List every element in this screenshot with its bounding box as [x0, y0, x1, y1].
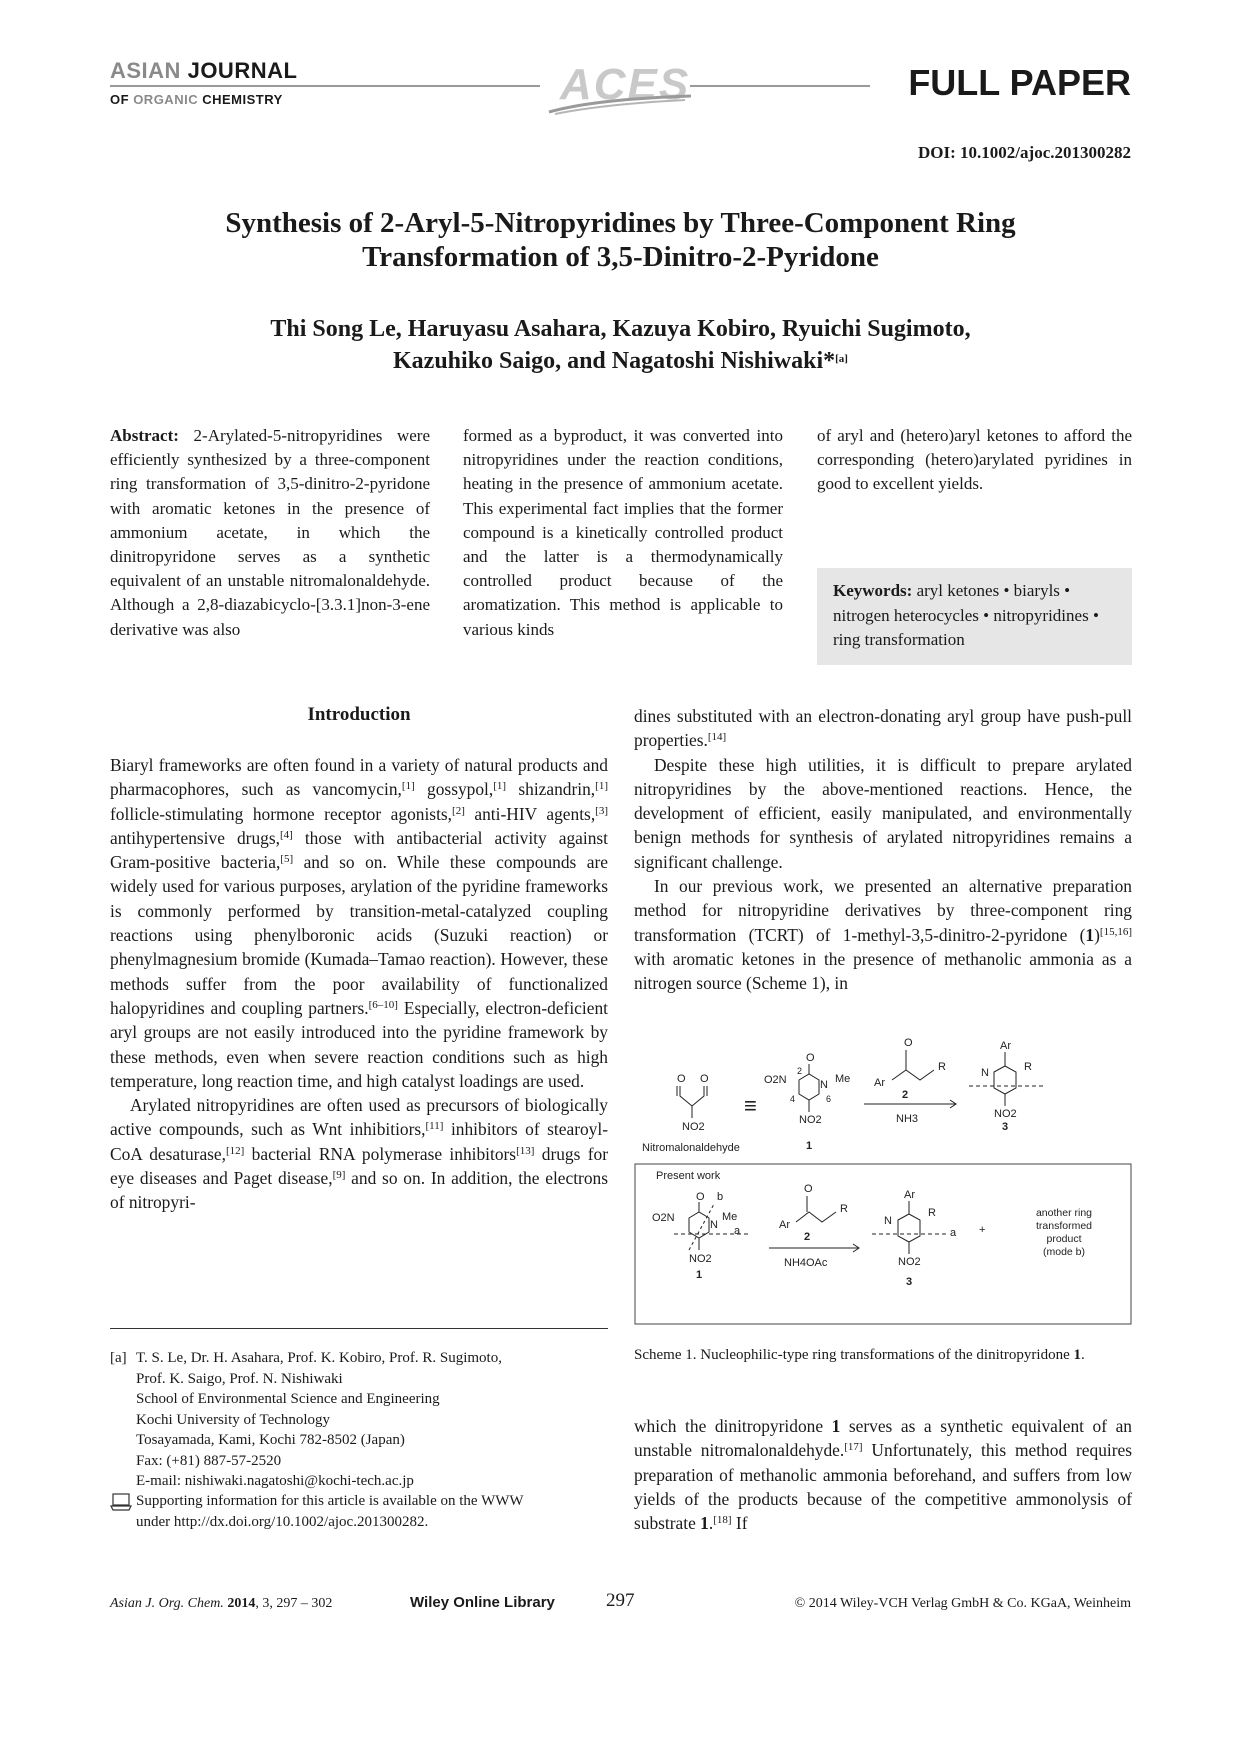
keyword-separator: •	[1092, 605, 1099, 625]
keyword: nitrogen heterocycles	[833, 605, 979, 625]
title-line: Transformation of 3,5-Dinitro-2-Pyridone	[362, 241, 879, 273]
group-label: NO2	[898, 1256, 921, 1268]
abstract-column-3: of aryl and (hetero)aryl ketones to afford the corresponding (hetero)arylated pyridines in good to excellent yields.	[817, 426, 1132, 494]
abstract-column-2: formed as a byproduct, it was converted into nitropyridines under the reaction conditions, heating in the presence of ammonium acetate. This experimental fact implies that the former compound is a kinetically controlled product and the latter is a thermodynamically controlled product because of the aromatization. This method is applicable to various kinds	[463, 426, 783, 639]
compound-number: 2	[804, 1231, 811, 1243]
footnote-rule	[110, 1328, 608, 1329]
keywords-box	[817, 568, 1132, 665]
title-line: Synthesis of 2-Aryl-5-Nitropyridines by Three-Component Ring	[225, 207, 1016, 239]
section-heading-introduction: Introduction	[307, 704, 411, 725]
keyword-separator: •	[1003, 581, 1010, 600]
right-column-body	[634, 704, 1132, 996]
author-list	[130, 313, 1111, 377]
scheme-figure	[634, 1028, 1132, 1328]
equivalence-symbol: ≡	[744, 1093, 757, 1118]
svg-text:another ring: another ring	[1035, 1207, 1093, 1219]
citation: [18]	[713, 1514, 732, 1527]
atom-label: N	[884, 1215, 892, 1227]
paragraph: dines substituted with an electron-donating aryl group have push-pull properties.[14]	[634, 706, 1132, 751]
scheme-caption: Scheme 1. Nucleophilic-type ring transformations of the dinitropyridone 1.	[634, 1347, 1085, 1363]
group-label: O2N	[652, 1212, 675, 1224]
atom-label: N	[710, 1219, 718, 1231]
citation: [4]	[279, 828, 293, 841]
compound-number: 1	[806, 1140, 813, 1152]
group-label: NO2	[994, 1108, 1017, 1120]
paragraph: which the dinitropyridone 1 serves as a synthetic equivalent of an unstable nitromalonaldehyde.[17] Unfortunately, this method requires preparation of methanolic ammonia beforehand, and suffers from low yields of the products because of the competitive ammonolysis of substrate 1.[18] If	[634, 1416, 1132, 1534]
footnote-line: School of Environmental Science and Engineering	[136, 1391, 440, 1407]
page-number: 297	[606, 1590, 635, 1611]
authors-line: Kazuhiko Saigo, and Nagatoshi Nishiwaki*[a]	[393, 348, 848, 374]
plus-sign: +	[979, 1224, 986, 1236]
position-label: 6	[826, 1094, 832, 1104]
group-label: NO2	[689, 1253, 712, 1265]
citation: [12]	[226, 1144, 245, 1157]
paragraph: In our previous work, we presented an alternative preparation method for nitropyridine derivatives by three-component ring transformation (TCRT) of 1-methyl-3,5-dinitro-2-pyridone (1)[15,16] with aromatic ketones in the presence of methanolic ammonia as a nitrogen source (Scheme 1), in	[634, 876, 1132, 994]
paragraph: Arylated nitropyridines are often used as precursors of biologically active compounds, such as Wnt inhibitiors,[11] inhibitors of stearoyl-CoA desaturase,[12] bacterial RNA polymerase inhibitors[13] drugs for eye diseases and Paget disease,[9] and so on. In addition, the electrons of nitropyri-	[110, 1095, 609, 1213]
mode-label: a	[734, 1225, 741, 1237]
group-label: Me	[835, 1073, 851, 1085]
atom-label: O	[804, 1183, 813, 1195]
group-label: Ar	[1000, 1040, 1011, 1052]
compound-number: 3	[1002, 1121, 1009, 1133]
right-column-body-continued	[634, 1414, 1132, 1535]
footnote-line: T. S. Le, Dr. H. Asahara, Prof. K. Kobiro, Prof. R. Sugimoto,	[136, 1350, 502, 1366]
group-label: R	[928, 1207, 936, 1219]
nitropyridine-product-bottom	[872, 1189, 957, 1288]
group-label: Ar	[874, 1077, 885, 1089]
doi: DOI: 10.1002/ajoc.201300282	[918, 143, 1131, 162]
aces-logo: ACES	[560, 60, 691, 109]
group-label: NO2	[682, 1121, 705, 1133]
citation: [5]	[280, 853, 294, 866]
footnote-marker: [a]	[110, 1350, 127, 1366]
reagent-label: NH4OAc	[784, 1257, 828, 1269]
atom-label: N	[820, 1079, 828, 1091]
footnote-email: E-mail: nishiwaki.nagatoshi@kochi-tech.ac.jp	[136, 1473, 414, 1489]
group-label: R	[938, 1061, 946, 1073]
footer-citation: Asian J. Org. Chem. 2014, 3, 297 – 302	[110, 1596, 333, 1611]
paper-type: FULL PAPER	[908, 62, 1131, 103]
compound-number: 3	[906, 1276, 913, 1288]
aces-logo-swoosh	[545, 92, 695, 116]
group-label: Ar	[904, 1189, 915, 1201]
group-label: Me	[722, 1211, 738, 1223]
keyword: ring transformation	[833, 630, 965, 649]
position-label: 4	[790, 1094, 796, 1104]
footnote-line: Tosayamada, Kami, Kochi 782-8502 (Japan)	[136, 1432, 405, 1448]
citation: [13]	[516, 1144, 535, 1157]
compound-number: 1	[696, 1269, 703, 1281]
keyword: biaryls	[1013, 581, 1060, 600]
authors-line: Thi Song Le, Haruyasu Asahara, Kazuya Kobiro, Ryuichi Sugimoto,	[270, 316, 971, 342]
svg-text:(mode b): (mode b)	[1042, 1246, 1086, 1258]
journal-name: ASIAN JOURNAL	[110, 58, 298, 83]
another-product-label	[1036, 1207, 1092, 1258]
citation: [17]	[844, 1441, 863, 1454]
computer-icon	[110, 1493, 132, 1511]
paragraph: Biaryl frameworks are often found in a variety of natural products and pharmacophores, such as vancomycin,[1] gossypol,[1] shizandrin,[1] follicle-stimulating hormone receptor agonists,[2] anti-HIV agents,[3] antihypertensive drugs,[4] those with antibacterial activity against Gram-positive bacteria,[5] and so on. While these compounds are widely used for various purposes, arylation of the pyridine frameworks is commonly performed by transition-metal-catalyzed coupling reactions using phenylboronic acids (Suzuki reaction) or phenylmagnesium bromide (Kumada–Tamao reaction). However, these methods suffer from the poor availability of functionalized halopyridines and coupling partners.[6–10] Especially, electron-deficient aryl groups are not easily introduced into the pyridine framework by these methods, even when severe reaction conditions such as high temperature, long reaction time, and high catalyst loadings are used.	[110, 755, 608, 1091]
mode-label: b	[717, 1191, 724, 1203]
footnote-line: Fax: (+81) 887-57-2520	[136, 1452, 282, 1469]
dinitropyridone-structure-bottom	[652, 1191, 749, 1281]
left-column-body	[110, 753, 608, 1215]
group-label: Ar	[779, 1219, 790, 1231]
keyword-separator: •	[983, 605, 990, 625]
compound-name: Nitromalonaldehyde	[642, 1142, 740, 1154]
atom-label: O	[806, 1052, 815, 1064]
atom-label: N	[981, 1067, 989, 1079]
affiliation-footnote	[110, 1348, 608, 1492]
ketone-structure-top	[874, 1037, 946, 1101]
abstract-column-1: Abstract: 2-Arylated-5-nitropyridines were efficiently synthesized by a three-component ring transformation of 3,5-dinitro-2-pyridone with aromatic ketones in the presence of ammonium acetate, in which the dinitropyridone serves as a synthetic equivalent of an unstable nitromalonaldehyde. Although a 2,8-diazabicyclo-[3.3.1]non-3-ene derivative was also	[110, 426, 430, 639]
svg-text:transformed: transformed	[1035, 1220, 1093, 1232]
footnote-line: Prof. K. Saigo, Prof. N. Nishiwaki	[136, 1370, 343, 1387]
citation: [11]	[425, 1120, 444, 1133]
atom-label: O	[904, 1037, 913, 1049]
dinitropyridone-structure-top	[764, 1052, 850, 1152]
citation: [9]	[332, 1169, 346, 1182]
reagent-label: NH3	[896, 1113, 919, 1125]
citation: [6–10]	[368, 998, 398, 1011]
keyword: aryl ketones	[916, 581, 1000, 600]
ketone-structure-bottom	[779, 1183, 848, 1243]
footnote-line: Kochi University of Technology	[136, 1411, 331, 1428]
supporting-information-note: Supporting information for this article is available on the WWW under http://dx.doi.org/10.1002/ajoc.201300282.	[110, 1491, 608, 1532]
citation: [1]	[595, 780, 608, 793]
journal-subtitle: OF ORGANIC CHEMISTRY	[110, 92, 283, 107]
nitropyridine-product-top	[969, 1040, 1044, 1133]
group-label: O2N	[764, 1074, 787, 1086]
atom-label: O	[700, 1073, 709, 1085]
header-rule-right	[690, 85, 870, 87]
nitromalonaldehyde-structure	[642, 1073, 740, 1154]
atom-label: O	[677, 1073, 686, 1085]
affiliation-marker: [a]	[835, 353, 848, 365]
paragraph: Despite these high utilities, it is difficult to prepare arylated nitropyridines by the above-mentioned reactions. Hence, the development of efficient, easily manipulated, and environmentally benign methods for synthesis of arylated nitropyridines remains a significant challenge.	[634, 754, 1132, 872]
keyword-separator: •	[1064, 581, 1071, 600]
citation: [14]	[707, 731, 727, 744]
supporting-info-link[interactable]: under http://dx.doi.org/10.1002/ajoc.201300282.	[136, 1513, 429, 1530]
present-work-label: Present work	[656, 1170, 721, 1182]
keywords-label: Keywords:	[833, 581, 913, 600]
copyright-notice: © 2014 Wiley-VCH Verlag GmbH & Co. KGaA, Weinheim	[794, 1596, 1131, 1611]
compound-number: 2	[902, 1089, 909, 1101]
group-label: NO2	[799, 1114, 822, 1126]
paper-title	[130, 206, 1111, 274]
group-label: R	[1024, 1061, 1032, 1073]
header-rule-left	[110, 85, 540, 87]
svg-text:product: product	[1046, 1233, 1082, 1245]
citation: [2]	[452, 804, 465, 817]
citation: [1]	[401, 780, 415, 793]
keyword: nitropyridines	[993, 605, 1089, 625]
citation: [3]	[595, 804, 608, 817]
position-label: 2	[797, 1066, 803, 1076]
wiley-online-library-link[interactable]: Wiley Online Library	[410, 1594, 555, 1611]
mode-label: a	[950, 1227, 957, 1239]
atom-label: O	[696, 1191, 705, 1203]
group-label: R	[840, 1203, 848, 1215]
citation: [1]	[493, 780, 507, 793]
abstract-label: Abstract:	[110, 426, 179, 445]
citation: [15,16]	[1099, 925, 1132, 938]
